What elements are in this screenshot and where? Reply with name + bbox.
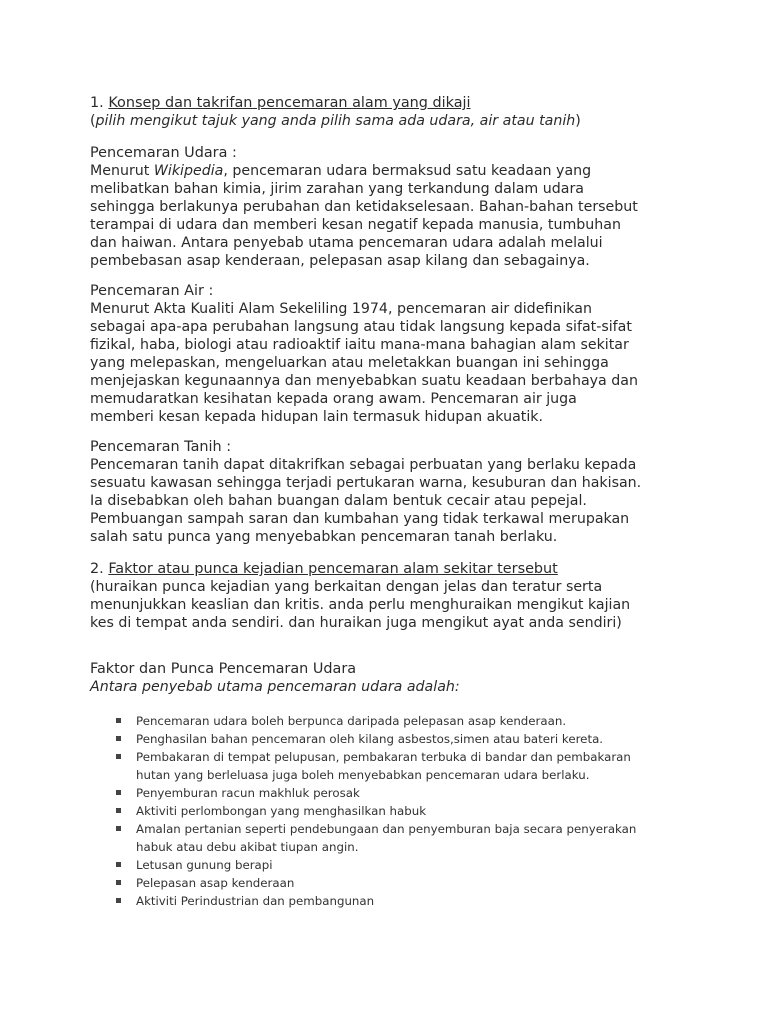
square-bullet-icon — [116, 826, 121, 831]
square-bullet-icon — [116, 808, 121, 813]
section-2-note-line: kes di tempat anda sendiri. dan huraikan juga mengikut ayat anda sendiri) — [90, 615, 622, 631]
tanih-line: Pencemaran tanih dapat ditakrifkan sebagai perbuatan yang berlaku kepada — [90, 457, 637, 473]
list-item — [90, 712, 690, 730]
list-item-text: Penyemburan racun makhluk perosak — [136, 786, 360, 800]
list-item — [90, 892, 690, 910]
list-item-text: Penghasilan bahan pencemaran oleh kilang asbestos,simen atau bateri kereta. — [136, 732, 604, 746]
section-1-note-line — [90, 112, 690, 130]
air-section — [90, 282, 690, 426]
udara-heading: Pencemaran Udara : — [90, 145, 237, 161]
list-item-text: Letusan gunung berapi — [136, 858, 273, 872]
document-content — [90, 94, 690, 910]
faktor-heading: Faktor dan Punca Pencemaran Udara — [90, 661, 357, 677]
section-1-number: 1. — [90, 95, 109, 111]
list-item — [90, 730, 690, 748]
tanih-line: salah satu punca yang menyebabkan pencemaran tanah berlaku. — [90, 529, 558, 545]
tanih-heading: Pencemaran Tanih : — [90, 439, 232, 455]
list-item-text: Aktiviti Perindustrian dan pembangunan — [136, 894, 375, 908]
udara-line: sehingga berlakunya perubahan dan ketidakselesaan. Bahan-bahan tersebut — [90, 199, 638, 215]
tanih-line: sesuatu kawasan sehingga terjadi pertukaran warna, kesuburan dan hakisan. — [90, 475, 642, 491]
list-item — [90, 748, 690, 784]
list-item — [90, 856, 690, 874]
tanih-line: Pembuangan sampah saran dan kumbahan yang tidak terkawal merupakan — [90, 511, 630, 527]
square-bullet-icon — [116, 862, 121, 867]
list-item — [90, 820, 690, 856]
section-2-number: 2. — [90, 561, 109, 577]
air-line: memberi kesan kepada hidupan lain termasuk hidupan akuatik. — [90, 409, 543, 425]
section-1-title-line — [90, 94, 690, 112]
square-bullet-icon — [116, 718, 121, 723]
section-1-title: Konsep dan takrifan pencemaran alam yang dikaji — [108, 95, 471, 111]
air-line: sebagai apa-apa perubahan langsung atau tidak langsung kepada sifat-sifat — [90, 319, 632, 335]
section-2-title-line — [90, 560, 690, 578]
udara-line-1 — [90, 162, 690, 180]
list-item-text: Pembakaran di tempat pelupusan, pembakaran terbuka di bandar dan pembakaran hutan yang berleluasa juga boleh menyebabkan pencemaran udara berlaku. — [136, 750, 631, 782]
faktor-subheading: Antara penyebab utama pencemaran udara adalah: — [90, 679, 460, 695]
square-bullet-icon — [116, 754, 121, 759]
square-bullet-icon — [116, 790, 121, 795]
section-2-note-line: menunjukkan keaslian dan kritis. anda perlu menghuraikan mengikut kajian — [90, 597, 631, 613]
section-2-title: Faktor atau punca kejadian pencemaran alam sekitar tersebut — [108, 561, 558, 577]
faktor-list — [90, 712, 690, 910]
udara-section — [90, 144, 690, 270]
udara-line: dan haiwan. Antara penyebab utama pencemaran udara adalah melalui — [90, 235, 603, 251]
section-2-note-line: (huraikan punca kejadian yang berkaitan dengan jelas dan teratur serta — [90, 579, 603, 595]
air-line: fizikal, haba, biologi atau radioaktif iaitu mana-mana bahagian alam sekitar — [90, 337, 629, 353]
paren-close: ) — [575, 113, 581, 129]
list-item-text: Pelepasan asap kenderaan — [136, 876, 295, 890]
faktor-section — [90, 660, 690, 910]
paren-open: ( — [90, 113, 96, 129]
air-heading: Pencemaran Air : — [90, 283, 214, 299]
tanih-line: Ia disebabkan oleh bahan buangan dalam bentuk cecair atau pepejal. — [90, 493, 587, 509]
air-line: menjejaskan kegunaannya dan menyebabkan suatu keadaan berbahaya dan — [90, 373, 638, 389]
air-line: memudaratkan kesihatan kepada orang awam. Pencemaran air juga — [90, 391, 577, 407]
square-bullet-icon — [116, 898, 121, 903]
udara-line: terampai di udara dan memberi kesan negatif kepada manusia, tumbuhan — [90, 217, 621, 233]
list-item-text: Aktiviti perlombongan yang menghasilkan habuk — [136, 804, 427, 818]
list-item — [90, 874, 690, 892]
square-bullet-icon — [116, 736, 121, 741]
udara-line-1-post: , pencemaran udara bermaksud satu keadaan yang — [223, 163, 592, 179]
list-item — [90, 802, 690, 820]
udara-line: melibatkan bahan kimia, jirim zarahan yang terkandung dalam udara — [90, 181, 584, 197]
air-line: Menurut Akta Kualiti Alam Sekeliling 1974, pencemaran air didefinikan — [90, 301, 592, 317]
square-bullet-icon — [116, 880, 121, 885]
list-item-text: Amalan pertanian seperti pendebungaan dan penyemburan baja secara penyerakan habuk atau debu akibat tiupan angin. — [136, 822, 637, 854]
list-item — [90, 784, 690, 802]
section-1-note: pilih mengikut tajuk yang anda pilih sama ada udara, air atau tanih — [95, 113, 576, 129]
air-line: yang melepaskan, mengeluarkan atau meletakkan buangan ini sehingga — [90, 355, 609, 371]
list-item-text: Pencemaran udara boleh berpunca daripada pelepasan asap kenderaan. — [136, 714, 567, 728]
section-2 — [90, 560, 690, 632]
udara-line-1-pre: Menurut — [90, 163, 154, 179]
udara-line-1-em: Wikipedia — [153, 163, 224, 179]
tanih-section — [90, 438, 690, 546]
udara-line: pembebasan asap kenderaan, pelepasan asap kilang dan sebagainya. — [90, 253, 590, 269]
